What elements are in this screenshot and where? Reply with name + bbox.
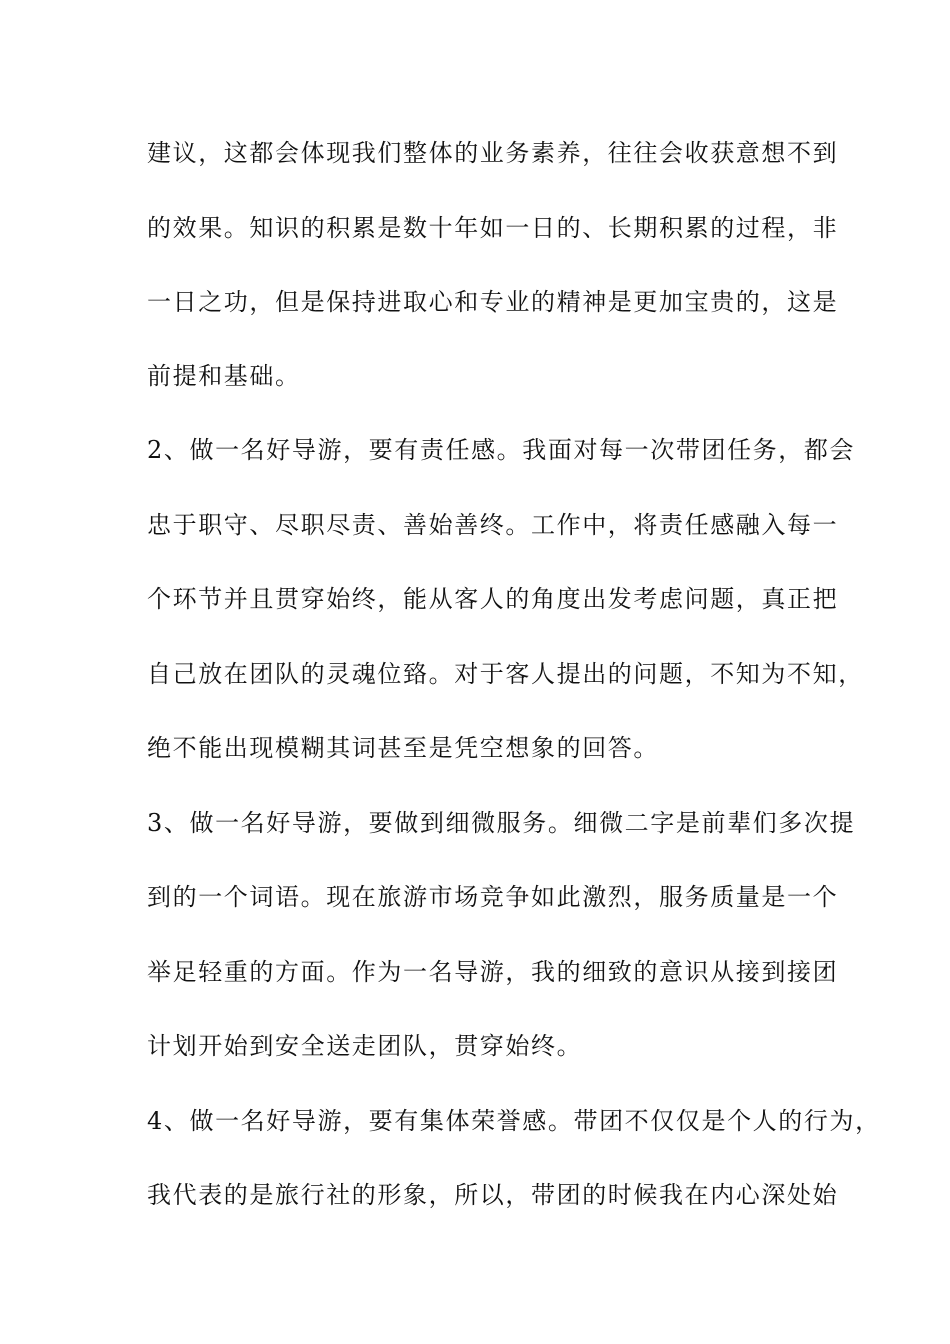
text-line: 4、做一名好导游，要有集体荣誉感。带团不仅仅是个人的行为， (147, 1107, 881, 1135)
text-line: 建议，这都会体现我们整体的业务素养，往往会收获意想不到 (147, 139, 839, 167)
text-line: 我代表的是旅行社的形象，所以，带团的时候我在内心深处始 (147, 1181, 839, 1209)
text-line: 自己放在团队的灵魂位臵。对于客人提出的问题，不知为不知， (147, 660, 864, 688)
text-line: 到的一个词语。现在旅游市场竞争如此激烈，服务质量是一个 (147, 883, 839, 911)
text-line: 2、做一名好导游，要有责任感。我面对每一次带团任务，都会 (147, 436, 856, 464)
text-line: 的效果。知识的积累是数十年如一日的、长期积累的过程，非 (147, 214, 839, 242)
text-line: 举足轻重的方面。作为一名导游，我的细致的意识从接到接团 (147, 958, 839, 986)
text-line: 绝不能出现模糊其词甚至是凭空想象的回答。 (147, 734, 659, 762)
text-line: 前提和基础。 (147, 362, 301, 390)
text-line: 忠于职守、尽职尽责、善始善终。工作中，将责任感融入每一 (147, 511, 839, 539)
text-line: 一日之功，但是保持进取心和专业的精神是更加宝贵的，这是 (147, 288, 839, 316)
text-line: 计划开始到安全送走团队，贯穿始终。 (147, 1032, 583, 1060)
text-line: 3、做一名好导游，要做到细微服务。细微二字是前辈们多次提 (147, 809, 856, 837)
text-line: 个环节并且贯穿始终，能从客人的角度出发考虑问题，真正把 (147, 585, 839, 613)
